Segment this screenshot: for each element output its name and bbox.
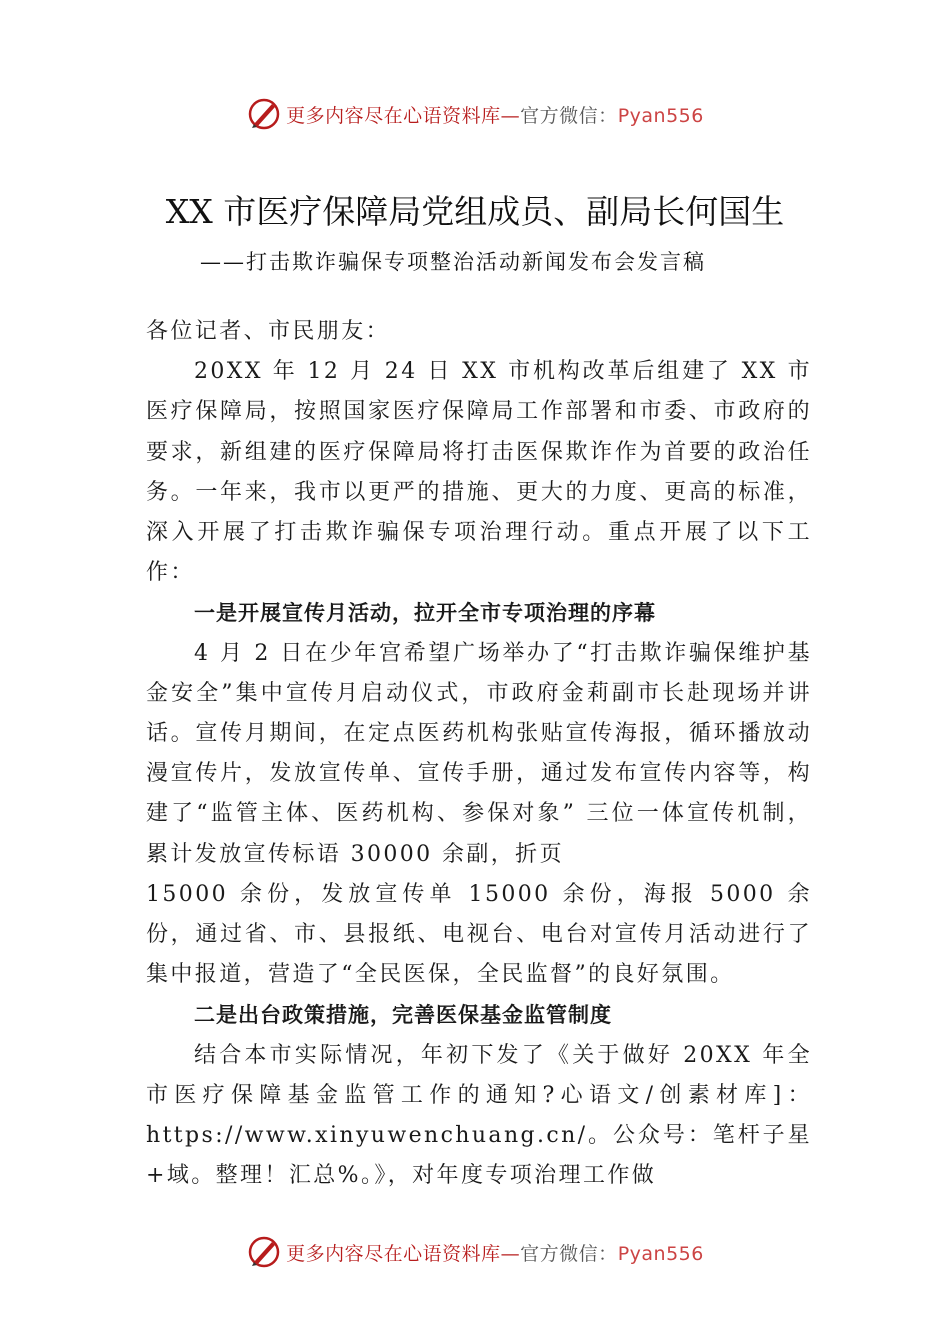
footer-banner — [0, 1232, 950, 1272]
document-body — [146, 312, 812, 1196]
banner-wechat-label: 官方微信： — [520, 104, 618, 127]
banner-wechat-id: Pyan556 — [617, 1242, 704, 1265]
banner-text — [286, 101, 704, 128]
document-subtitle: ——打击欺诈骗保专项整治活动新闻发布会发言稿 — [200, 250, 706, 274]
paragraph-policy: 结合本市实际情况，年初下发了《关于做好 20XX 年全市医疗保障基金监管工作的通知?心语文/创素材库]：https://www.xinyuwenchuang.cn/。公众号：笔杆子星+域。整理！汇总%。》，对年度专项治理工作做 — [146, 1042, 812, 1189]
paragraph-intro: 20XX 年 12 月 24 日 XX 市机构改革后组建了 XX 市医疗保障局，按照国家医疗保障局工作部署和市委、市政府的要求，新组建的医疗保障局将打击医保欺诈作为首要的政治任务。一年来，我市以更严的措施、更大的力度、更高的标准，深入开展了打击欺诈骗保专项治理行动。重点开展了以下工作： — [146, 359, 812, 586]
banner-wechat-id: Pyan556 — [617, 104, 704, 127]
banner-text — [286, 1239, 704, 1266]
pen-circle-logo-icon — [246, 96, 282, 132]
banner-wechat-label: 官方微信： — [520, 1242, 618, 1265]
document-title: XX 市医疗保障局党组成员、副局长何国生 — [165, 192, 785, 231]
greeting: 各位记者、市民朋友： — [146, 319, 391, 344]
paragraph-publicity-cont: 15000 余份，发放宣传单 15000 余份，海报 5000 余份，通过省、市、县报纸、电视台、电台对宣传月活动进行了集中报道，营造了“全民医保，全民监督”的良好氛围。 — [146, 881, 812, 988]
section-heading-2: 二是出台政策措施，完善医保基金监管制度 — [194, 1003, 612, 1028]
paragraph-publicity: 4 月 2 日在少年宫希望广场举办了“打击欺诈骗保维护基金安全”集中宣传月启动仪式，市政府金莉副市长赴现场并讲话。宣传月期间，在定点医药机构张贴宣传海报，循环播放动漫宣传片，发放宣传单、宣传手册，通过发布宣传内容等，构建了“监管主体、医药机构、参保对象” 三位一体宣传机制，累计发放宣传标语 30000 余副，折页 — [146, 640, 812, 867]
header-banner — [0, 94, 950, 134]
banner-main-text: 更多内容尽在心语资料库— — [286, 1242, 521, 1265]
pen-circle-logo-icon — [246, 1234, 282, 1270]
banner-main-text: 更多内容尽在心语资料库— — [286, 104, 521, 127]
section-heading-1: 一是开展宣传月活动，拉开全市专项治理的序幕 — [194, 601, 656, 626]
